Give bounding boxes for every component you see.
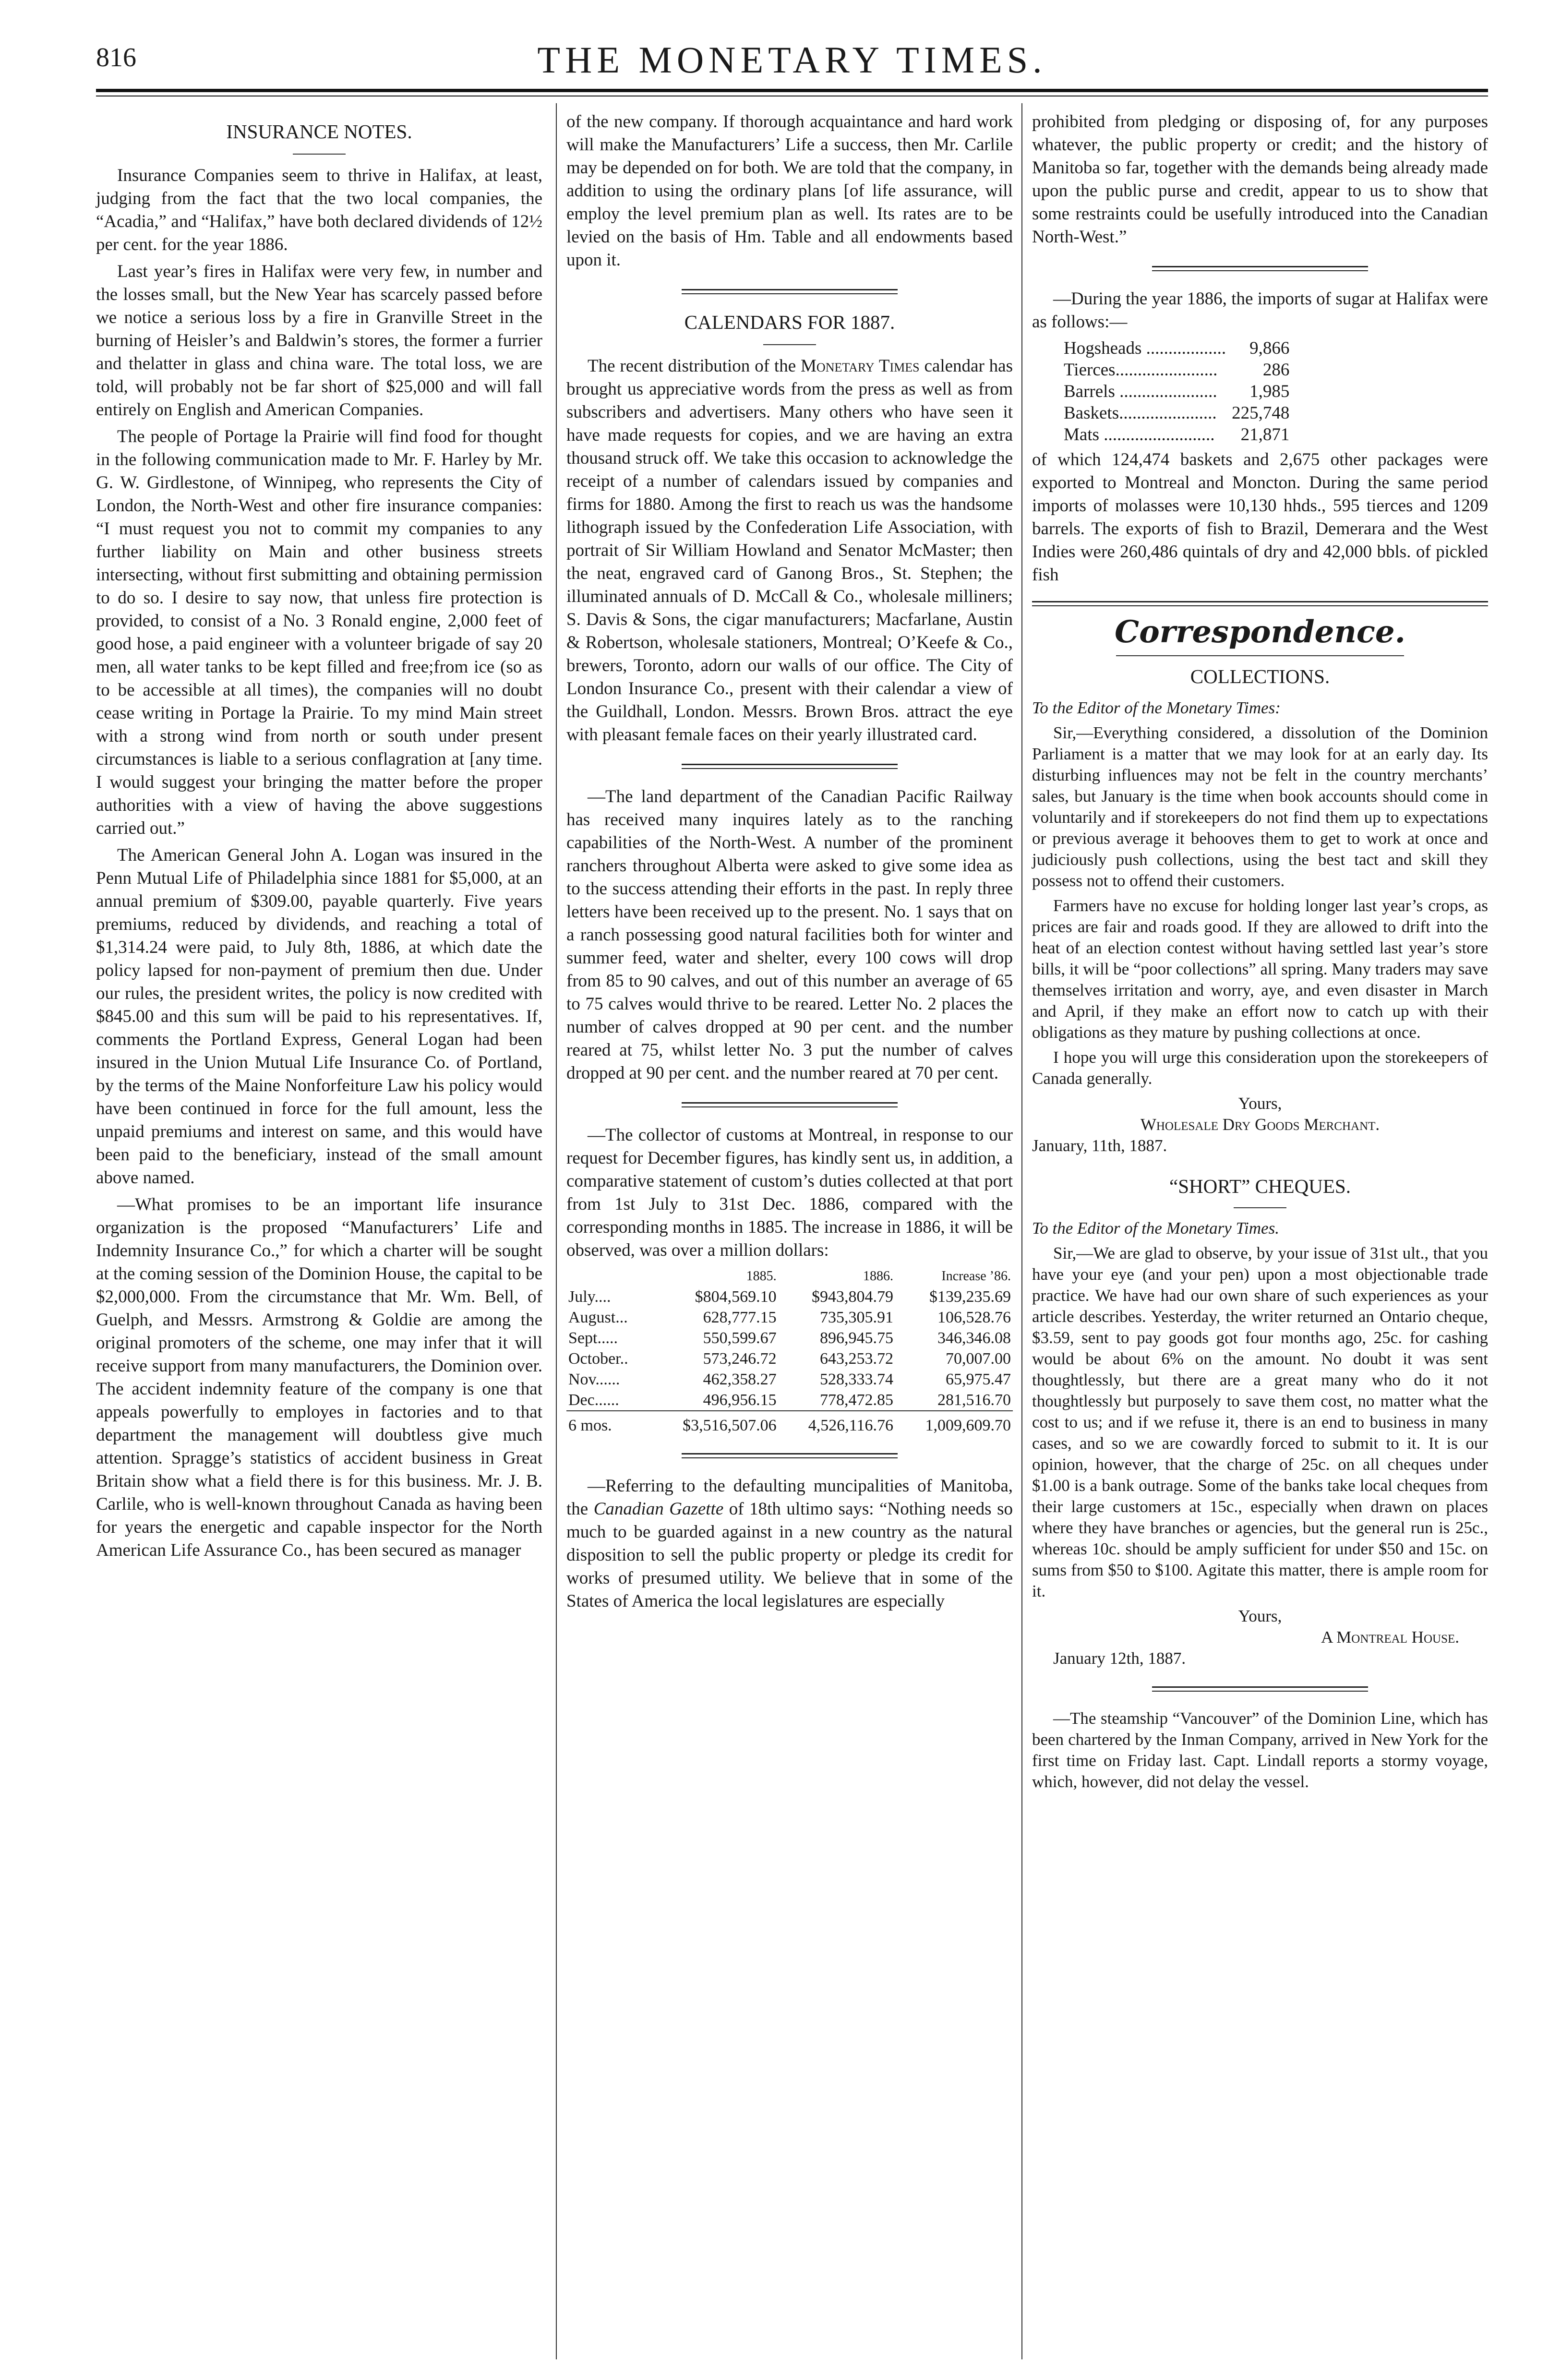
paragraph: Sir,—Everything considered, a dissolution of the Dominion Parliament is a matter that we may look for at an early day. Its disturbing influences may not be felt in the country merchants’ sales, but January is the time when book accounts should come in voluntarily and if storekeepers do not find them up to expectations or previous average it behooves them to get to work at once and judiciously push collections, using the best tact and skill they possess not to offend their customers. [1032,723,1488,890]
table-cell: 65,975.47 [946,1370,1011,1388]
table-cell: 896,945.75 [819,1329,893,1347]
paragraph: —The steamship “Vancouver” of the Dominion Line, which has been chartered by the Inman Company, arrived in New York for the first time on Friday last. Capt. Lindall reports a stormy voyage, which, however, did not delay the vessel. [1032,1709,1488,1791]
table-header: 1886. [863,1269,893,1284]
table-header [566,1266,650,1286]
text-run: calendar has brought us appreciative words from the press as well as from subscribers and advertisers. Many others who have seen it have made requests for copies, and we are having an extra thousand struck off. We take this occasion to acknowledge the receipt of a number of calendars issued by companies and firms for 1880. Among the first to reach us was the handsome lithograph issued by the Confederation Life Association, with portrait of Sir William Howland and Senator McMaster; then the neat, engraved card of Ganong Bros., St. Stephen; the illuminated annuals of D. McCall & Co., wholesale milliners; S. Davis & Sons, the cigar manufacturers; Macfarlane, Austin & Robertson, wholesale stationers, Montreal; O’Keefe & Co., brewers, Toronto, adorn our walls of our office. The City of London Insurance Co., present with their calendar a view of the Guildhall, London. Messrs. Brown Bros. attract the eye with pleasant female faces on their yearly illustrated card. [566,356,1013,745]
paragraph: —During the year 1886, the imports of sugar at Halifax were as follows:— [1032,289,1488,332]
section-separator [682,764,898,769]
table-header: 1885. [746,1269,777,1284]
text-run: —Referring to the defaulting muncipalities of Manitoba, the [566,1476,1013,1519]
table-cell: 496,956.15 [703,1391,777,1409]
table-cell: October.. [568,1350,628,1368]
table-header: Increase ’86. [941,1269,1011,1284]
table-cell: $804,569.10 [695,1288,777,1306]
page-number: 816 [96,43,136,72]
letter-date: January 12th, 1887. [1053,1649,1186,1668]
column-1 [96,110,542,1566]
table-cell: 21,871 [1240,425,1290,445]
paragraph: —The land department of the Canadian Pacific Railway has received many inquires lately as to the ranching capabilities of the North-West. A number of the prominent ranchers throughout Alberta were asked to give some idea as to the success attending their efforts in the past. In reply three letters have been received up to the present. No. 1 says that on a ranch possessing good natural facilities both for winter and summer feed, water and shelter, every 100 cows will drop from 85 to 90 calves, and out of this number an average of 65 to 75 calves would thrive to be reared. Letter No. 2 places the number of calves dropped at 90 per cent. and the number reared at 75, whilst letter No. 3 put the number of calves dropped at 90 per cent. and the number reared at 70 per cent. [566,787,1013,1083]
table-row [566,1390,1013,1411]
table-row [1061,337,1292,359]
table-cell: 4,526,116.76 [779,1411,895,1436]
column-divider [556,103,557,2359]
table-header-row [566,1266,1013,1286]
table-cell: Barrels ...................... [1064,382,1217,401]
signature: A Montreal House. [1321,1628,1459,1647]
table-row [566,1286,1013,1307]
heading-dash [1116,655,1404,656]
table-cell: 462,358.27 [703,1370,777,1388]
salutation: To the Editor of the Monetary Times. [1032,1219,1279,1238]
page-header [96,38,1488,82]
correspondence-heading: Correspondence. [1115,614,1405,650]
paragraph: of the new company. If thorough acquaintance and hard work will make the Manufacturers’ Life a success, then Mr. Carlile may be depended on for both. We are told that the company, in addition to using the ordinary plans [of life assurance, will employ the level premium plan as well. Its rates are to be levied on the basis of Hm. Table and all endowments based upon it. [566,112,1013,270]
table-cell: Baskets...................... [1064,403,1217,423]
table-cell: $139,235.69 [929,1288,1011,1306]
table-cell: 550,599.67 [703,1329,777,1347]
paragraph: Last year’s fires in Halifax were very few, in number and the losses small, but the New Year has scarcely passed before we notice a serious loss by a fire in Granville Street in the burning of Heisler’s and Baldwin’s stores, the former a furrier and thelatter in glass and china ware. The total loss, we are told, will probably not be far short of $25,000 and will fall entirely on English and American Companies. [96,262,542,420]
table-cell: Dec...... [568,1391,619,1409]
table-cell: Mats ......................... [1064,425,1215,445]
table-cell: $943,804.79 [811,1288,893,1306]
section-separator [682,1102,898,1107]
table-total-row [566,1411,1013,1436]
table-row [566,1307,1013,1328]
table-cell: 735,305.91 [819,1309,893,1326]
table-row [1061,381,1292,402]
paragraph: Farmers have no excuse for holding longer last year’s crops, as prices are fair and roads good. If they are allowed to drift into the heat of an election contest without having settled last year’s store bills, it will be “poor collections” all spring. Many traders may save themselves irritation and worry, aye, and even disaster in March and April, if they make an effort now to catch up with their obligations as they mature by pushing collections at once. [1032,896,1488,1042]
table-cell: 1,009,609.70 [895,1411,1013,1436]
paragraph: Sir,—We are glad to observe, by your issue of 31st ult., that you have your eye (and your pen) upon a most objectionable trade practice. We have had our own share of such experiences as your article describes. Yesterday, the writer returned an Ontario cheque, $3.59, sent to pay goods got four months ago, 25c. for cashing would be about 6% on the amount. No doubt it was sent thoughtlessly, but there are a great many who do it not thoughtlessly but purposely to save them cost, no matter what the cost to us; and if we refuse it, there is an end to business in many cases, and so we are cowardly forced to submit to it. It is our opinion, however, that the charge of 25c. on all cheques under $1.00 is a bank outrage. Some of the banks take local cheques from their large customers at 15c., especially when drawn on places where they have branches or agencies, but the general run is 25c., whereas 10c. should be amply sufficient for under $50 and 15c. on sums from $50 to $100. Agitate this matter, there is ample room for it. [1032,1244,1488,1600]
table-row [1061,402,1292,424]
heading-dash [1234,1207,1286,1208]
heading-dash [763,344,816,345]
signature: Wholesale Dry Goods Merchant. [1140,1115,1380,1134]
table-cell: Sept..... [568,1329,618,1347]
paragraph: The people of Portage la Prairie will find food for thought in the following communication made to Mr. F. Harley by Mr. G. W. Girdlestone, of Winnipeg, who represents the City of London, the North-West and other fire insurance companies: “I must request you not to commit my companies to any further liability on Main and other business streets intersecting, without first submitting and obtaining permission to do so. I desire to say now, that unless fire protection is provided, to consist of a No. 3 Ronald engine, 2,000 feet of good hose, a paid engineer with a volunteer brigade of say 20 men, all water tanks to be kept filled and free;from ice (so as to be accessible at all times), the companies will no doubt cease writing in Portage la Prairie. To my mind Main street with a strong wind from north or south under present circumstances is liable to a serious conflagration at [any time. I would suggest your bringing the matter before the proper authorities with a view of having the above suggestions carried out.” [96,427,542,838]
section-separator [682,1453,898,1458]
short-cheques-heading: “SHORT” CHEQUES. [1169,1175,1351,1197]
text-run: The recent distribution of the [588,356,796,376]
table-cell: Tierces....................... [1064,360,1218,380]
calendars-heading: CALENDARS FOR 1887. [684,311,895,333]
table-row [1061,359,1292,381]
section-separator [1152,266,1368,271]
publication-name: Canadian Gazette [593,1499,724,1519]
paragraph: I hope you will urge this consideration upon the storekeepers of Canada generally. [1032,1048,1488,1088]
table-cell: $3,516,507.06 [650,1411,778,1436]
closing: Yours, [1238,1094,1282,1113]
column-divider [1021,103,1022,2359]
table-row [566,1328,1013,1348]
table-cell: 643,253.72 [819,1350,893,1368]
closing: Yours, [1238,1607,1282,1625]
table-cell: August... [568,1309,628,1326]
paragraph: prohibited from pledging or disposing of, for any purposes whatever, the public property or credit; and the history of Manitoba so far, together with the demands being already made upon the public purse and credit, appear to us to show that some restraints could be usefully introduced into the Canadian North-West.” [1032,112,1488,247]
table-cell: 6 mos. [566,1411,650,1436]
table-row [566,1369,1013,1390]
table-cell: 346,346.08 [937,1329,1011,1347]
table-cell: 1,985 [1249,382,1290,401]
paragraph: Insurance Companies seem to thrive in Halifax, at least, judging from the fact that the two local companies, the “Acadia,” and “Halifax,” have both declared dividends of 12½ per cent. for the year 1886. [96,166,542,254]
table-cell: 281,516.70 [937,1391,1011,1409]
insurance-notes-heading: INSURANCE NOTES. [226,120,412,143]
paragraph: of which 124,474 baskets and 2,675 other packages were exported to Montreal and Moncton. During the same period imports of molasses were 10,130 hhds., 595 tierces and 1209 barrels. The exports of fish to Brazil, Demerara and the West Indies were 260,486 quintals of dry and 42,000 bbls. of pickled fish [1032,450,1488,585]
table-cell: 528,333.74 [819,1370,893,1388]
collections-heading: COLLECTIONS. [1190,665,1330,687]
header-rule [96,89,1488,92]
table-cell: 9,866 [1249,338,1290,358]
sugar-imports-table [1061,337,1292,445]
text-run: of 18th ultimo says: “Nothing needs so much to be guarded against in a new country as the natural disposition to sell the public property or pledge its credit for works of presumed utility. We believe that in some of the States of America the local legislatures are especially [566,1499,1013,1611]
heading-dash [293,154,346,155]
publication-name: Monetary Times [801,356,920,376]
paragraph: —What promises to be an important life insurance organization is the proposed “Manufacturers’ Life and Indemnity Insurance Co.,” for which a charter will be sought at the coming session of the Dominion House, the capital to be $2,000,000. From the circumstance that Mr. Wm. Bell, of Guelph, and Messrs. Armstrong & Goldie are among the original promoters of the scheme, one may infer that it will receive support from many manufacturers, the Dominion over. The accident indemnity feature of the company is one that appeals powerfully to employes in factories and to that department the management will doubtless give much attention. Spragge’s statistics of accident business in Great Britain show what a field there is for this business. Mr. J. B. Carlile, who is well-known throughout Canada as having been for years the energetic and capable inspector for the North American Life Assurance Co., has been secured as manager [96,1195,542,1560]
paragraph: The American General John A. Logan was insured in the Penn Mutual Life of Philadelphia since 1881 for $5,000, at an annual premium of $309.00, payable quarterly. Five years premiums, reduced by dividends, and reaching a total of $1,314.24 were paid, to July 8th, 1886, at which date the policy lapsed for non-payment of premium then due. Under our rules, the president writes, the policy is now credited with $845.00 and this sum will be paid to his representatives. If, comments the Portland Express, General Logan had been insured in the Union Mutual Life Insurance Co. of Portland, by the terms of the Maine Nonforfeiture Law his policy would have been continued in force for the full amount, less the unpaid premiums and interest on same, and this would have been paid to the beneficiary, instead of the small amount above named. [96,845,542,1188]
table-cell: 106,528.76 [937,1309,1011,1326]
table-cell: 286 [1262,360,1290,380]
section-separator [1152,1686,1368,1692]
table-cell: Nov...... [568,1370,620,1388]
paragraph [566,355,1013,746]
table-cell: 778,472.85 [819,1391,893,1409]
table-cell: 628,777.15 [703,1309,777,1326]
salutation: To the Editor of the Monetary Times: [1032,698,1281,717]
table-cell: 225,748 [1232,403,1290,423]
masthead-title: THE MONETARY TIMES. [537,39,1047,81]
section-separator [1032,601,1488,606]
column-2 [566,110,1013,1617]
table-row [1061,424,1292,445]
column-3 [1032,110,1488,1796]
section-separator [682,289,898,294]
table-cell: 70,007.00 [946,1350,1011,1368]
table-cell: Hogsheads .................. [1064,338,1226,358]
table-cell: July.... [568,1288,611,1306]
letter-date: January, 11th, 1887. [1032,1136,1167,1155]
customs-duties-table [566,1266,1013,1436]
table-cell: 573,246.72 [703,1350,777,1368]
table-row [566,1348,1013,1369]
paragraph [566,1475,1013,1613]
paragraph: —The collector of customs at Montreal, in response to our request for December figures, has kindly sent us, in addition, a comparative statement of custom’s duties collected at that port from 1st July to 31st Dec. 1886, compared with the corresponding months in 1885. The increase in 1886, it will be observed, was over a million dollars: [566,1125,1013,1260]
